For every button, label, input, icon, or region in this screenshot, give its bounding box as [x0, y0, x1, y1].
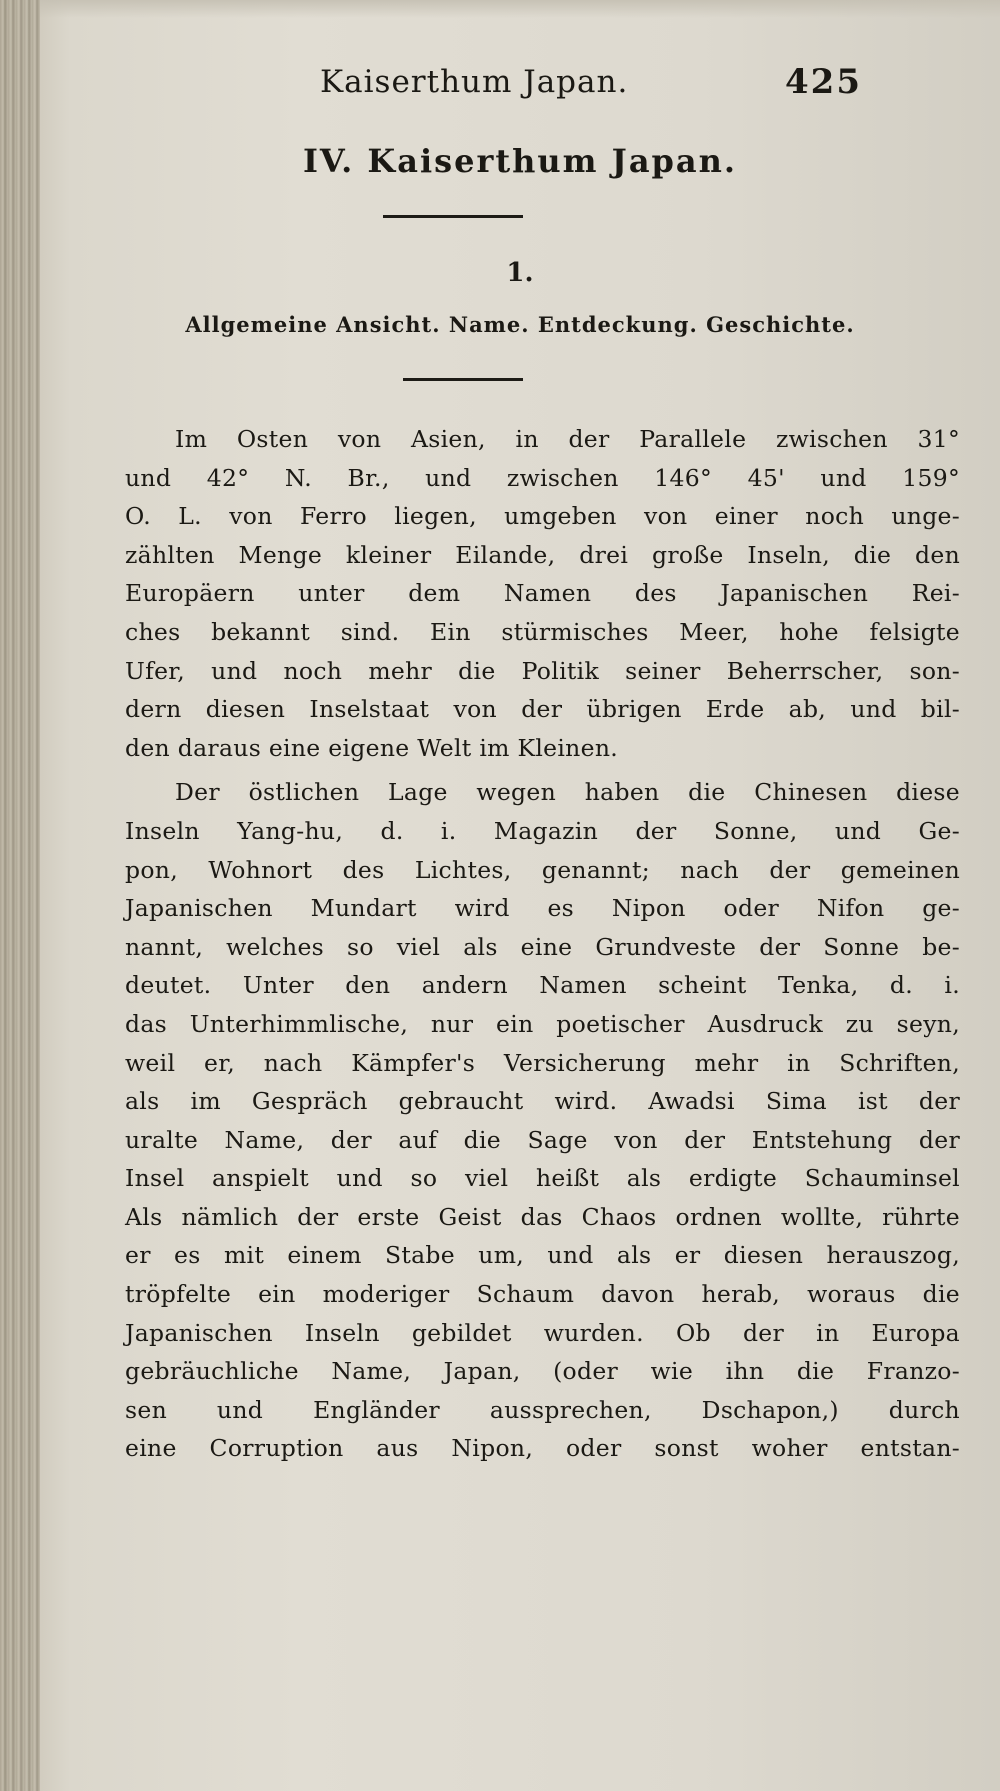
text-line: und 42° N. Br., und zwischen 146° 45' und 159°	[125, 463, 960, 492]
body-text	[125, 420, 960, 1468]
text-line: er es mit einem Stabe um, und als er diesen herauszog,	[125, 1241, 960, 1270]
text-line: Insel anspielt und so viel heißt als erdigte Schauminsel	[125, 1164, 960, 1193]
text-line: tröpfelte ein moderiger Schaum davon herab, woraus die	[125, 1280, 960, 1309]
text-line: gebräuchliche Name, Japan, (oder wie ihn die Franzo-	[125, 1357, 960, 1386]
text-line: weil er, nach Kämpfer's Versicherung mehr in Schriften,	[125, 1048, 960, 1077]
text-line: Japanischen Inseln gebildet wurden. Ob der in Europa	[125, 1318, 960, 1347]
text-line: zählten Menge kleiner Eilande, drei große Inseln, die den	[125, 540, 960, 569]
paragraph-1	[125, 420, 960, 767]
text-line: sen und Engländer aussprechen, Dschapon,) durch	[125, 1395, 960, 1424]
book-page	[40, 0, 1000, 1791]
text-line: Als nämlich der erste Geist das Chaos ordnen wollte, rührte	[125, 1202, 960, 1231]
text-line: Im Osten von Asien, in der Parallele zwischen 31°	[175, 425, 960, 453]
text-line: als im Gespräch gebraucht wird. Awadsi Sima ist der	[125, 1087, 960, 1116]
text-line: Japanischen Mundart wird es Nipon oder Nifon ge-	[125, 894, 960, 923]
heading-rule	[383, 215, 523, 218]
text-line: uralte Name, der auf die Sage von der Entstehung der	[125, 1125, 960, 1154]
text-line: nannt, welches so viel als eine Grundveste der Sonne be-	[125, 932, 960, 961]
section-rule	[403, 378, 523, 381]
text-line: pon, Wohnort des Lichtes, genannt; nach der gemeinen	[125, 855, 960, 884]
section-number: 1.	[506, 258, 534, 288]
section-subtitle: Allgemeine Ansicht. Name. Entdeckung. Geschichte.	[185, 312, 855, 337]
text-line: Ufer, und noch mehr die Politik seiner Beherrscher, son-	[125, 656, 960, 685]
text-line: dern diesen Inselstaat von der übrigen Erde ab, und bil-	[125, 695, 960, 724]
text-line: deutet. Unter den andern Namen scheint Tenka, d. i.	[125, 971, 960, 1000]
running-title: Kaiserthum Japan.	[320, 64, 629, 100]
text-line: ches bekannt sind. Ein stürmisches Meer, hohe felsigte	[125, 617, 960, 646]
chapter-heading: IV. Kaiserthum Japan.	[302, 142, 738, 180]
facing-page-edges	[0, 0, 40, 1791]
text-line: O. L. von Ferro liegen, umgeben von einer noch unge-	[125, 502, 960, 531]
text-line: das Unterhimmlische, nur ein poetischer Ausdruck zu seyn,	[125, 1009, 960, 1038]
text-line: Der östlichen Lage wegen haben die Chinesen diese	[175, 778, 960, 807]
page-number: 425	[785, 62, 862, 102]
text-line: Europäern unter dem Namen des Japanischen Rei-	[125, 579, 960, 608]
text-line: Inseln Yang-hu, d. i. Magazin der Sonne, und Ge-	[125, 816, 960, 845]
text-line: eine Corruption aus Nipon, oder sonst woher entstan-	[125, 1434, 960, 1463]
running-head	[40, 58, 1000, 108]
text-line: den daraus eine eigene Welt im Kleinen.	[125, 733, 619, 762]
paragraph-2	[125, 773, 960, 1468]
